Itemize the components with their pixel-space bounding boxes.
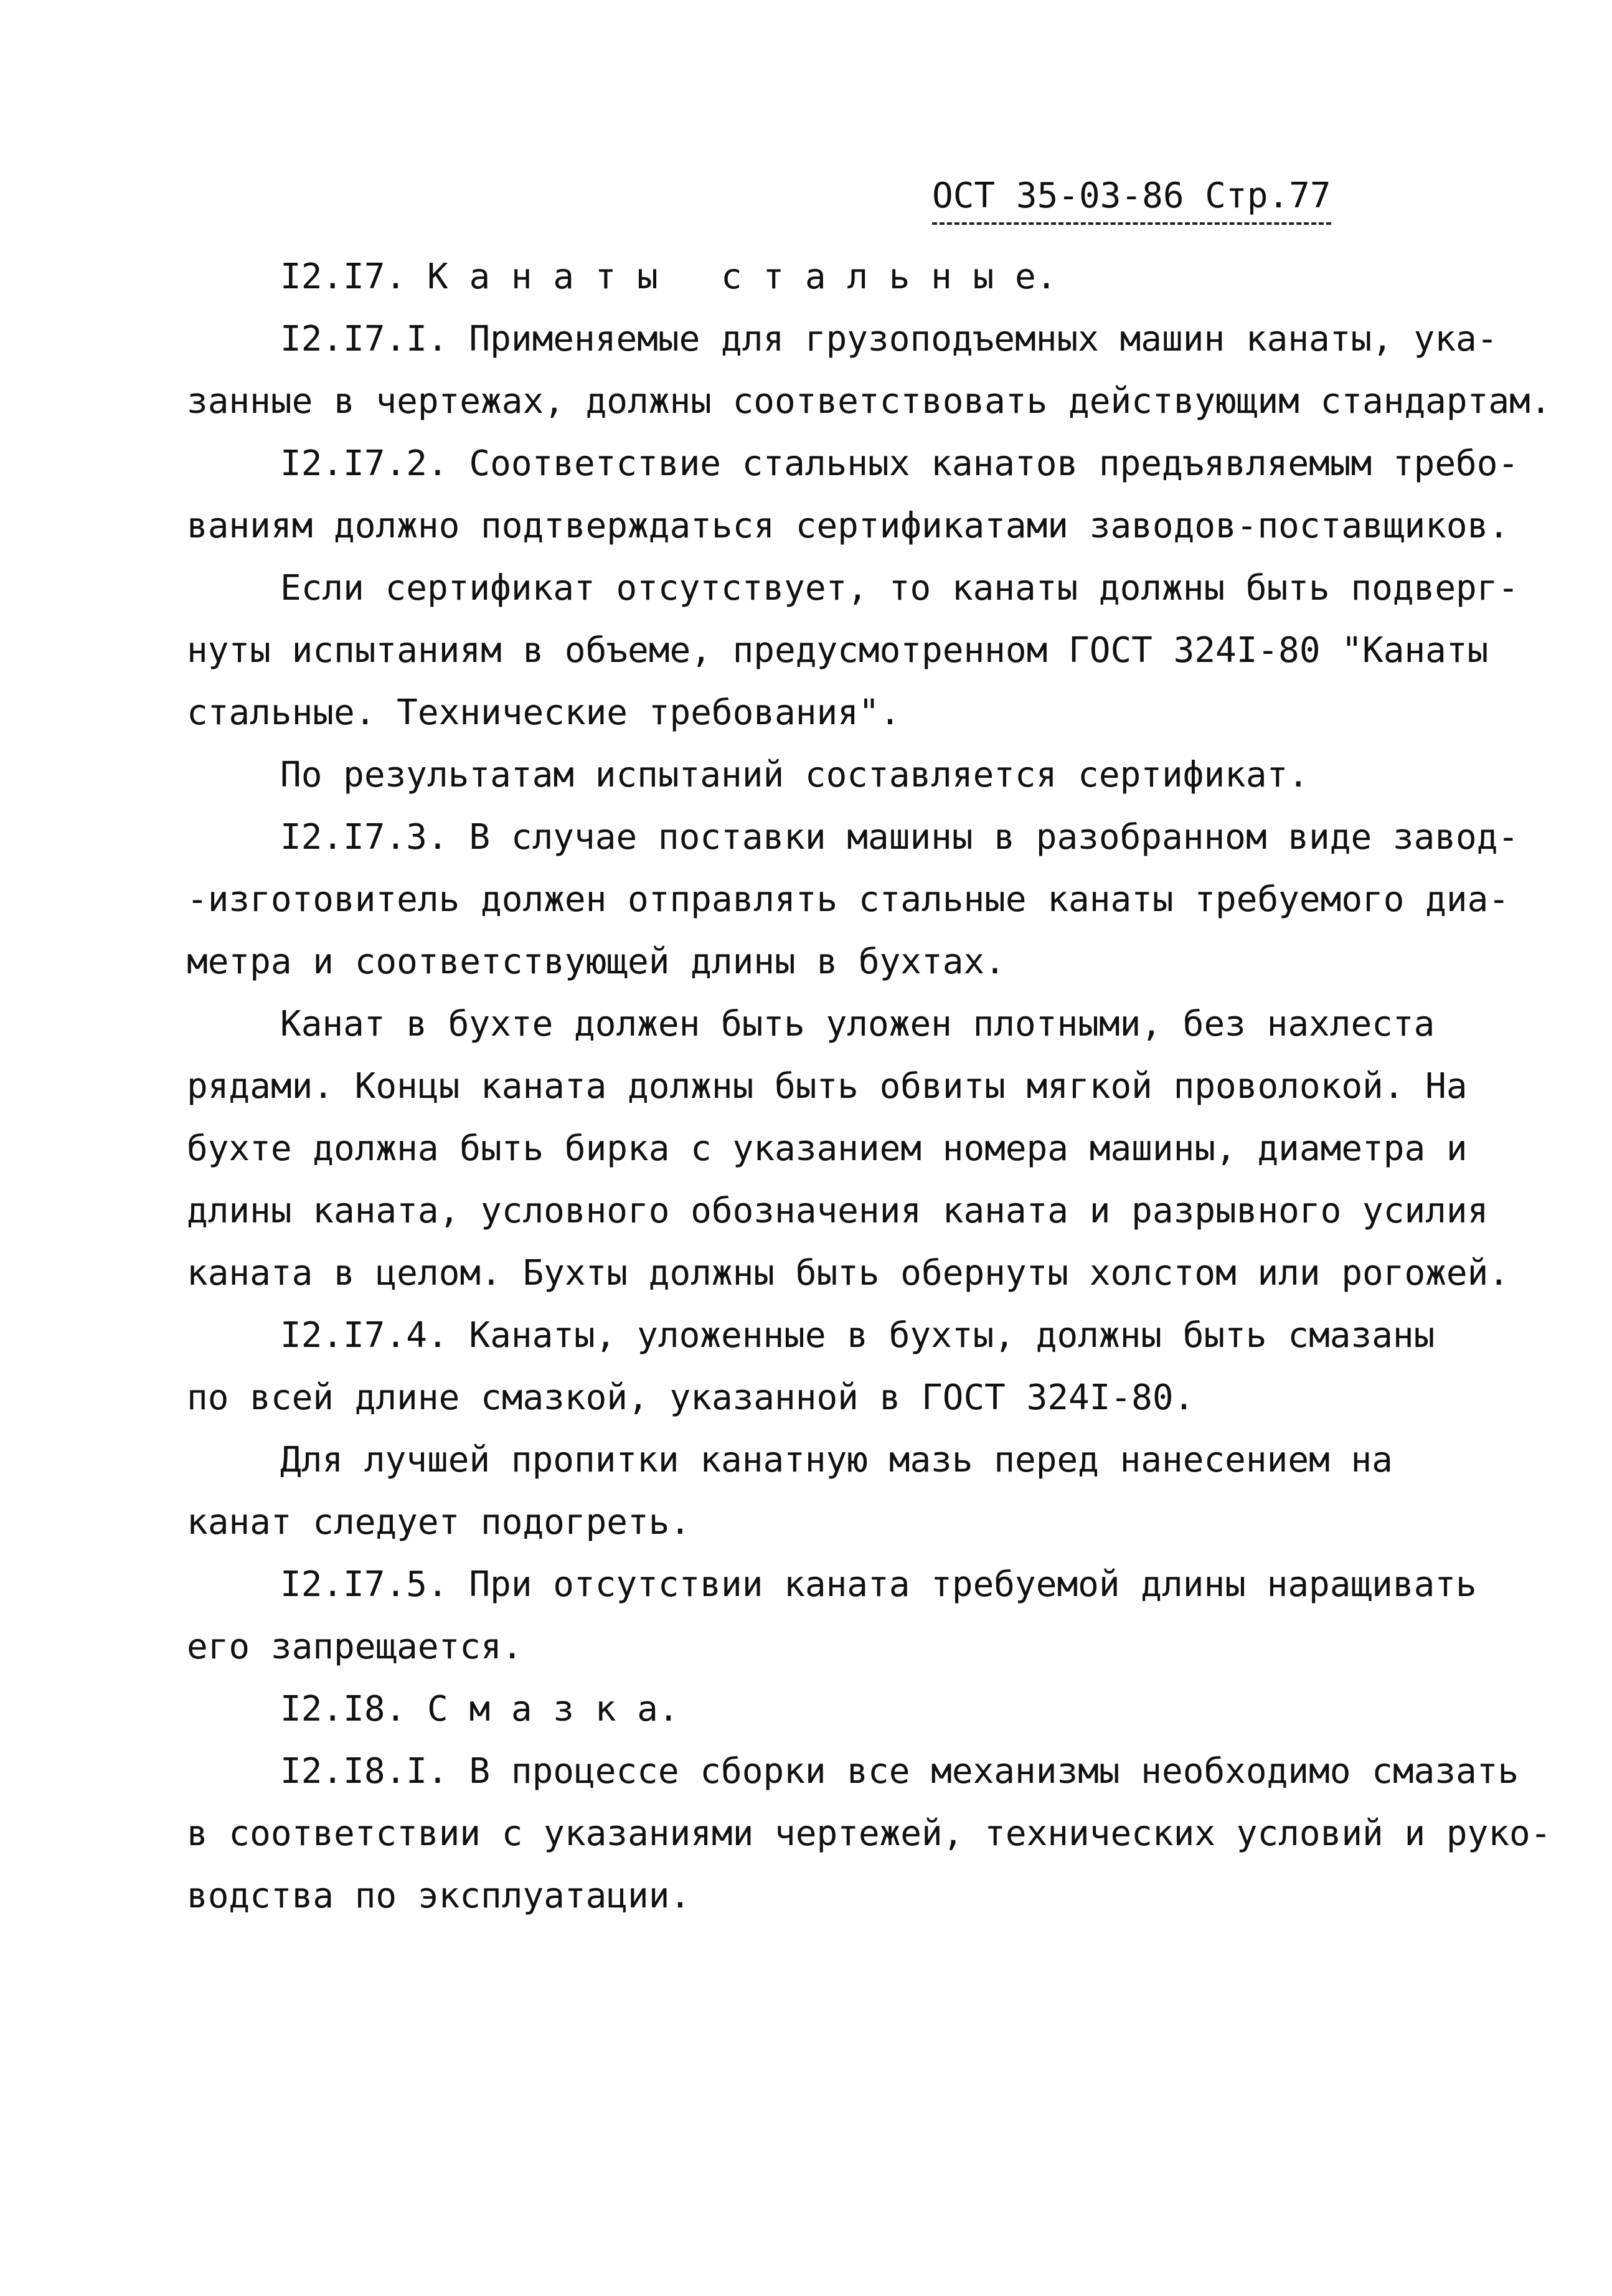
section-heading-ropes: [187, 246, 1432, 308]
text-line: Для лучшей пропитки канатную мазь перед нанесением на: [280, 1440, 1393, 1480]
document-body: [187, 246, 1552, 1927]
text-line: I2.I7.I. Применяемые для грузоподъемных машин канаты, ука-: [280, 319, 1498, 359]
text-line: По результатам испытаний составляется сертификат.: [280, 755, 1309, 795]
section-heading-lubrication: [187, 1678, 1432, 1741]
text-line: в соответствии с указаниями чертежей, технических условий и руко-: [187, 1813, 1552, 1854]
section-number: I2.I7.: [280, 257, 407, 297]
text-line: стальные. Технические требования".: [187, 692, 901, 733]
section-title: К а н а т ы с т а л ь н ы е.: [427, 257, 1057, 297]
text-line: длины каната, условного обозначения каната и разрывного усилия: [187, 1191, 1489, 1231]
text-line: занные в чертежах, должны соответствовать действующим стандартам.: [187, 381, 1552, 422]
text-line: Если сертификат отсутствует, то канаты должны быть подверг-: [280, 568, 1519, 608]
text-line: I2.I7.3. В случае поставки машины в разобранном виде завод-: [280, 817, 1519, 857]
text-line: водства по эксплуатации.: [187, 1876, 691, 1916]
text-line: каната в целом. Бухты должны быть обернуты холстом или рогожей.: [187, 1253, 1510, 1293]
text-line: метра и соответствующей длины в бухтах.: [187, 942, 1006, 982]
text-line: I2.I8.I. В процессе сборки все механизмы необходимо смазать: [280, 1751, 1519, 1792]
text-line: -изготовитель должен отправлять стальные канаты требуемого диа-: [187, 879, 1510, 920]
text-line: Канат в бухте должен быть уложен плотными, без нахлеста: [280, 1004, 1435, 1044]
text-line: рядами. Концы каната должны быть обвиты мягкой проволокой. На: [187, 1066, 1468, 1107]
text-line: канат следует подогреть.: [187, 1502, 691, 1542]
text-line: I2.I7.4. Канаты, уложенные в бухты, должны быть смазаны: [280, 1315, 1435, 1356]
text-line: I2.I7.5. При отсутствии каната требуемой длины наращивать: [280, 1564, 1477, 1605]
text-line: его запрещается.: [187, 1627, 523, 1667]
text-line: по всей длине смазкой, указанной в ГОСТ 324I-80.: [187, 1377, 1195, 1418]
section-number: I2.I8.: [280, 1689, 407, 1729]
text-line: бухте должна быть бирка с указанием номера машины, диаметра и: [187, 1128, 1468, 1169]
document-header: ОСТ 35-03-86 Стр.77: [932, 171, 1331, 225]
text-line: I2.I7.2. Соответствие стальных канатов предъявляемым требо-: [280, 443, 1519, 484]
text-line: нуты испытаниям в объеме, предусмотренном ГОСТ 324I-80 "Канаты: [187, 630, 1489, 671]
text-line: ваниям должно подтверждаться сертификатами заводов-поставщиков.: [187, 506, 1510, 546]
section-title: С м а з к а.: [427, 1689, 679, 1729]
